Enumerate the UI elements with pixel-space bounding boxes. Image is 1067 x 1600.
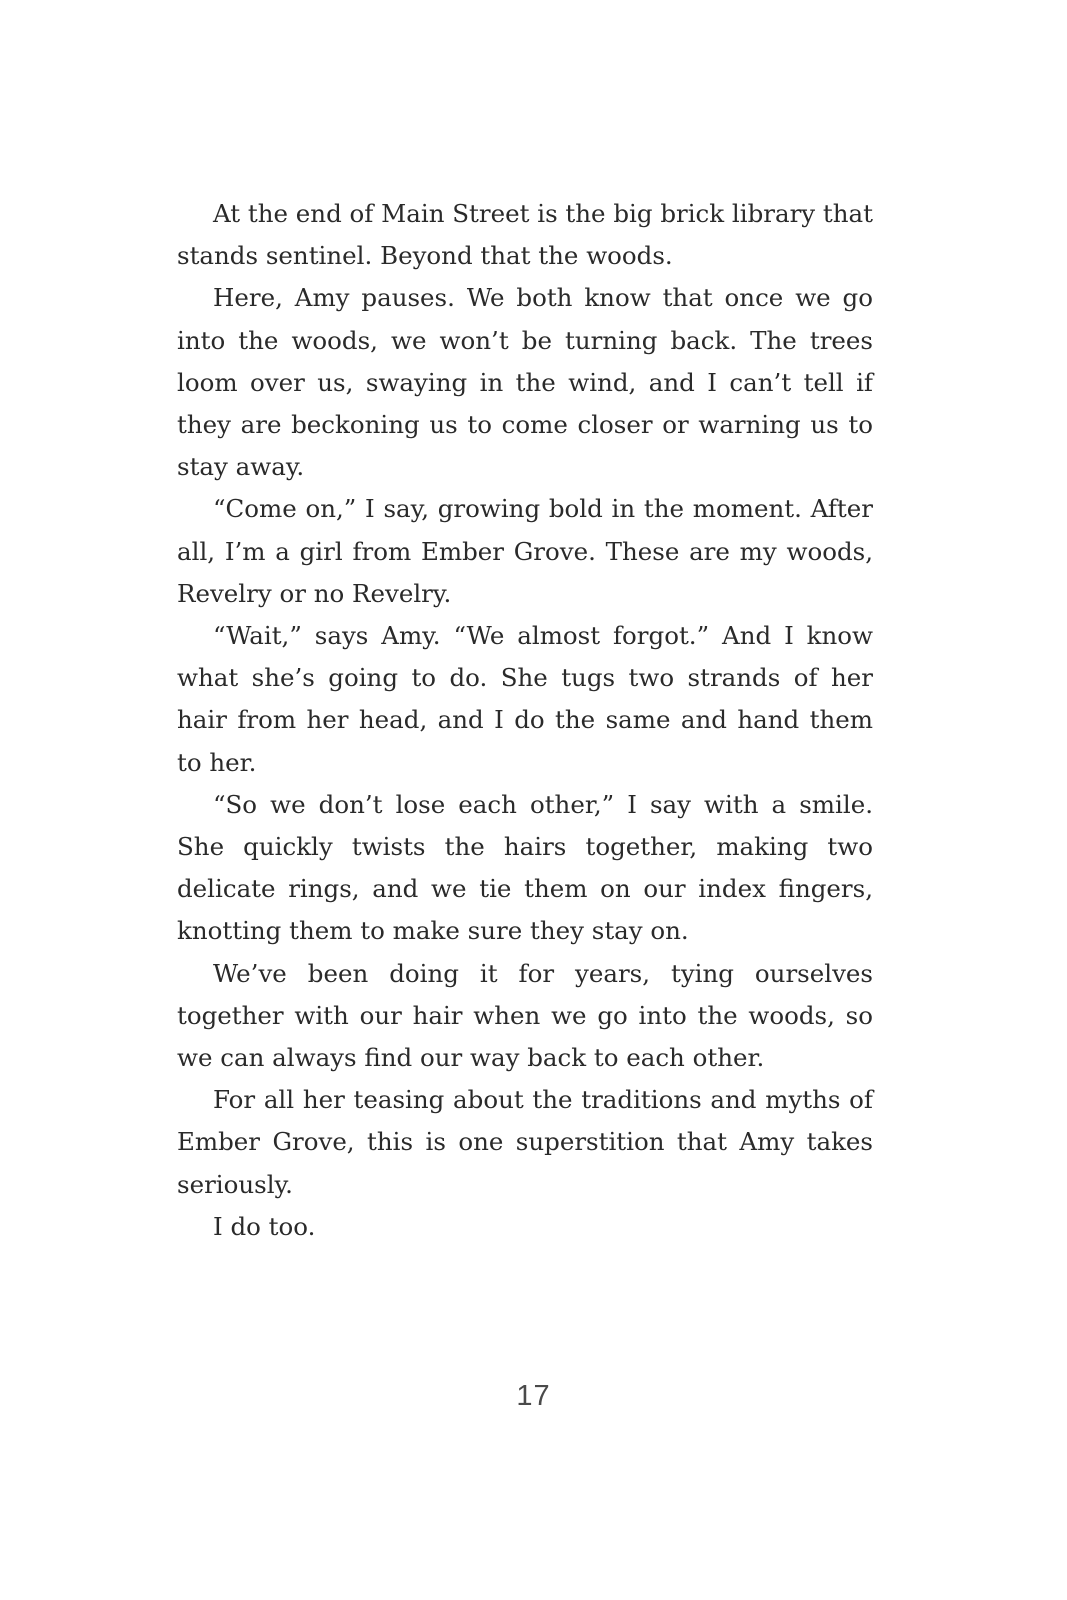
paragraph-3: “Come on,” I say, growing bold in the moment. After all, I’m a girl from Ember Grove. These are my woods, Revelry or no Revelry. [177,494,873,608]
paragraph-4: “Wait,” says Amy. “We almost forgot.” And I know what she’s going to do. She tugs two strands of her hair from her head, and I do the same and hand them to her. [177,621,873,777]
paragraph-8: I do too. [213,1211,316,1241]
paragraph-2: Here, Amy pauses. We both know that once we go into the woods, we won’t be turning back. The trees loom over us, swaying in the wind, and I can’t tell if they are beckoning us to come closer or warning us to stay away. [177,283,873,482]
paragraph-7: For all her teasing about the traditions and myths of Ember Grove, this is one superstition that Amy takes seriously. [177,1085,873,1199]
paragraph-1: At the end of Main Street is the big brick library that stands sentinel. Beyond that the woods. [177,199,874,271]
paragraph-5: “So we don’t lose each other,” I say with a smile. She quickly twists the hairs together, making two delicate rings, and we tie them on our index fingers, knotting them to make sure they stay on. [177,789,873,946]
body-text [177,193,873,1248]
paragraph-6: We’ve been doing it for years, tying ourselves together with our hair when we go into the woods, so we can always find our way back to each other. [177,958,873,1073]
page-number: 17 [516,1380,551,1412]
